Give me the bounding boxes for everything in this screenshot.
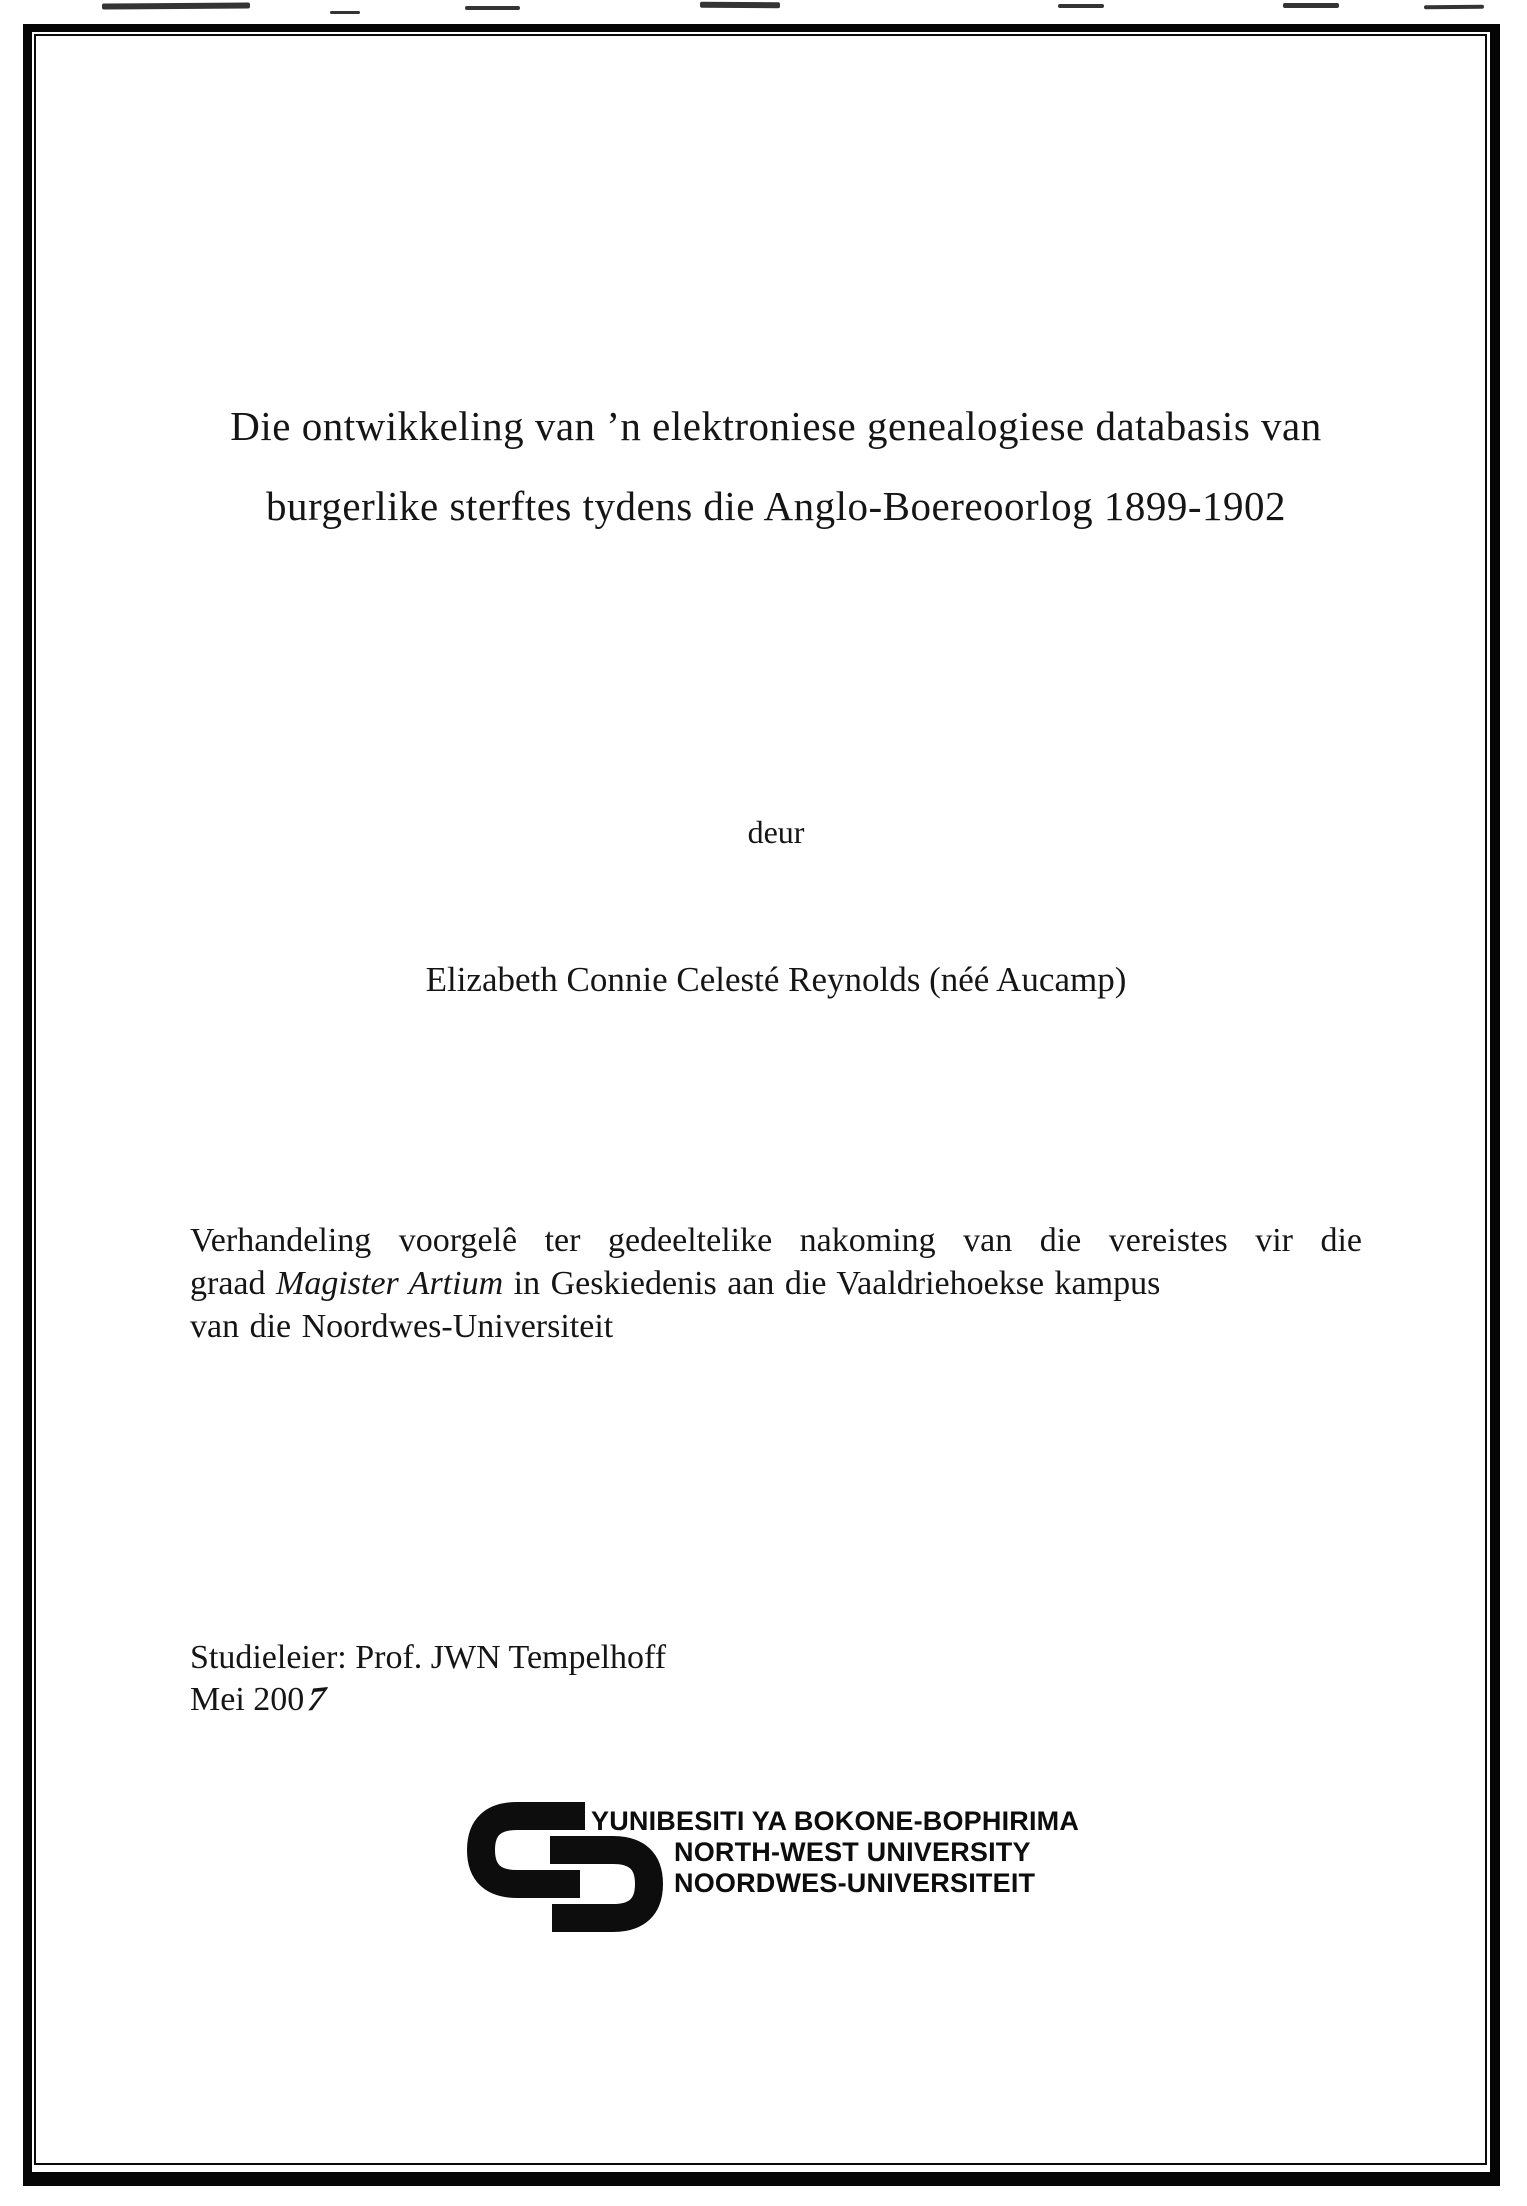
scan-artifact [1283, 3, 1339, 8]
scan-artifact [700, 2, 780, 8]
author-name: Elizabeth Connie Celesté Reynolds (néé Aucamp) [425, 960, 1127, 999]
thesis-title [190, 386, 1362, 546]
university-logo [465, 1800, 1115, 1940]
date-last-digit: 7 [302, 1680, 331, 1719]
supervisor-line: Studieleier: Prof. JWN Tempelhoff [190, 1639, 667, 1676]
degree-statement-line3: van die Noordwes-Universiteit [190, 1308, 614, 1345]
degree-name-italic: Magister Artium [276, 1265, 504, 1302]
degree-statement [190, 1219, 1362, 1348]
date-line [190, 1679, 666, 1721]
thesis-title-line2: burgerlike sterftes tydens die Anglo-Boereoorlog 1899-1902 [265, 483, 1286, 529]
degree-statement-line1: Verhandeling voorgelê ter gedeeltelike nakoming van die vereistes vir die [190, 1222, 1362, 1259]
scan-artifact [102, 2, 250, 9]
thesis-title-line1: Die ontwikkeling van ’n elektroniese genealogiese databasis van [230, 403, 1322, 449]
logo-line-english: NORTH-WEST UNIVERSITY [674, 1837, 1031, 1867]
logo-text-block [591, 1806, 1079, 1899]
byline-label: deur [747, 814, 805, 850]
supervisor-block [190, 1637, 666, 1721]
degree-statement-line2-suffix: in Geskiedenis aan die Vaaldriehoekse kampus [503, 1265, 1161, 1302]
logo-line-setswana: YUNIBESITI YA BOKONE-BOPHIRIMA [591, 1806, 1080, 1836]
scan-artifact [465, 6, 520, 10]
scan-artifact [1058, 4, 1104, 8]
degree-statement-line2 [190, 1262, 1362, 1305]
degree-statement-line2-prefix: graad [190, 1265, 277, 1302]
logo-line-afrikaans: NOORDWES-UNIVERSITEIT [674, 1868, 1036, 1898]
date-prefix: Mei 200 [190, 1681, 305, 1718]
scan-artifact [330, 11, 360, 14]
scan-artifact [1424, 5, 1484, 10]
